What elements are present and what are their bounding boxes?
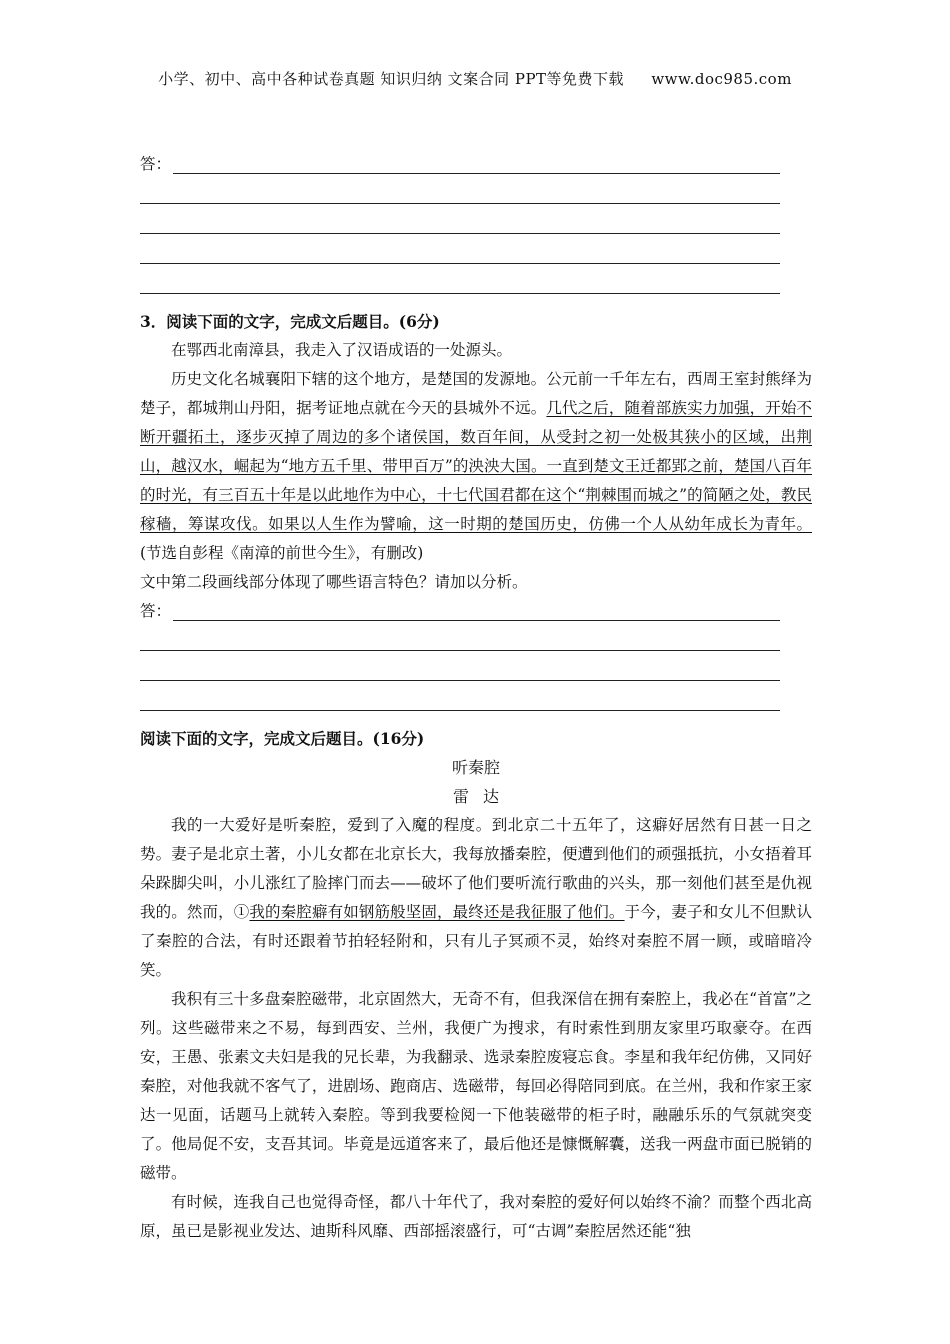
q4-paragraph-1: [140, 811, 812, 985]
passage-title: 听秦腔: [451, 758, 500, 777]
document-body: [140, 150, 812, 1246]
answer-line[interactable]: [140, 209, 780, 234]
q4-p1-underlined: 我的秦腔癖有如钢筋般坚固，最终还是我征服了他们。: [249, 903, 625, 921]
answer-line[interactable]: [140, 626, 780, 651]
page-header: [0, 68, 950, 89]
answer-block-2: [140, 597, 812, 711]
header-site: www.doc985.com: [651, 70, 792, 88]
q4-paragraph-3: 有时候，连我自己也觉得奇怪，都八十年代了，我对秦腔的爱好何以始终不渝？而整个西北高原，虽已是影视业发达、迪斯科风靡、西部摇滚盛行，可“古调”秦腔居然还能“独: [140, 1193, 812, 1240]
q3-p2-text: 历史文化名城襄阳下辖的这个地方，是楚国的发源地。公元前一千年左右，西周王室封熊绎为楚子，都城荆山丹阳，据考证地点就在今天的县城外不远。: [140, 370, 812, 417]
answer-line[interactable]: [173, 172, 780, 174]
answer-line[interactable]: [140, 686, 780, 711]
answer-block-1: [140, 150, 812, 294]
question-4-heading: 阅读下面的文字，完成文后题目。(16分): [140, 729, 425, 748]
answer-label: 答：: [140, 602, 172, 620]
answer-line[interactable]: [140, 179, 780, 204]
q4-p1-text-a: 我的一大爱好是听秦腔，爱到了入魔的程度。到北京二十五年了，这癖好居然有日甚一日之势。妻子是北京土著，小儿女都在北京长大，我每放播秦腔，便遭到他们的顽强抵抗，小女捂着耳朵跺脚尖叫，小儿涨红了脸摔门而去——破坏了他们要听流行歌曲的兴头，那一刻他们甚至是仇视我的。然而，①: [140, 816, 812, 921]
q4-paragraph-2: 我积有三十多盘秦腔磁带，北京固然大，无奇不有，但我深信在拥有秦腔上，我必在“首富”之列。这些磁带来之不易，每到西安、兰州，我便广为搜求，有时索性到朋友家里巧取豪夺。在西安，王愚、张素文夫妇是我的兄长辈，为我翻录、选录秦腔废寝忘食。李星和我年纪仿佛，又同好秦腔，对他我就不客气了，进剧场、跑商店、选磁带，每回必得陪同到底。在兰州，我和作家王家达一见面，话题马上就转入秦腔。等到我要检阅一下他装磁带的柜子时，融融乐乐的气氛就突变了。他局促不安，支吾其词。毕竟是远道客来了，最后他还是慷慨解囊，送我一两盘市面已脱销的磁带。: [140, 990, 812, 1182]
question-3-heading: 3．阅读下面的文字，完成文后题目。(6分): [140, 312, 440, 331]
answer-line[interactable]: [140, 269, 780, 294]
q3-paragraph-2: [140, 365, 812, 568]
q3-source: (节选自彭程《南漳的前世今生》，有删改): [140, 544, 424, 562]
answer-line[interactable]: [173, 619, 780, 621]
passage-author: 雷达: [452, 787, 513, 806]
answer-line[interactable]: [140, 656, 780, 681]
answer-label: 答：: [140, 155, 172, 173]
header-text: 小学、初中、高中各种试卷真题 知识归纳 文案合同 PPT等免费下载: [158, 70, 625, 88]
q3-p2-underlined: 几代之后，随着部族实力加强，开始不断开疆拓土，逐步灭掉了周边的多个诸侯国，数百年间，从受封之初一处极其狭小的区域，出荆山，越汉水，崛起为“地方五千里、带甲百万”的泱泱大国。一直到楚文王迁都郢之前，楚国八百年的时光，有三百五十年是以此地作为中心，十七代国君都在这个“荆棘围而城之”的简陋之处，教民稼穑，筹谋攻伐。如果以人生作为譬喻，这一时期的楚国历史，仿佛一个人从幼年成长为青年。: [140, 399, 812, 533]
answer-line[interactable]: [140, 239, 780, 264]
q4-p1-text-b: 于今，妻子和女儿不但默认了秦腔的合法，有时还跟着节拍轻轻附和，只有儿子冥顽不灵，始终对秦腔不屑一顾，或暗暗冷笑。: [140, 903, 812, 979]
q3-paragraph-1: 在鄂西北南漳县，我走入了汉语成语的一处源头。: [171, 341, 513, 359]
q3-question: 文中第二段画线部分体现了哪些语言特色？请加以分析。: [140, 573, 528, 591]
